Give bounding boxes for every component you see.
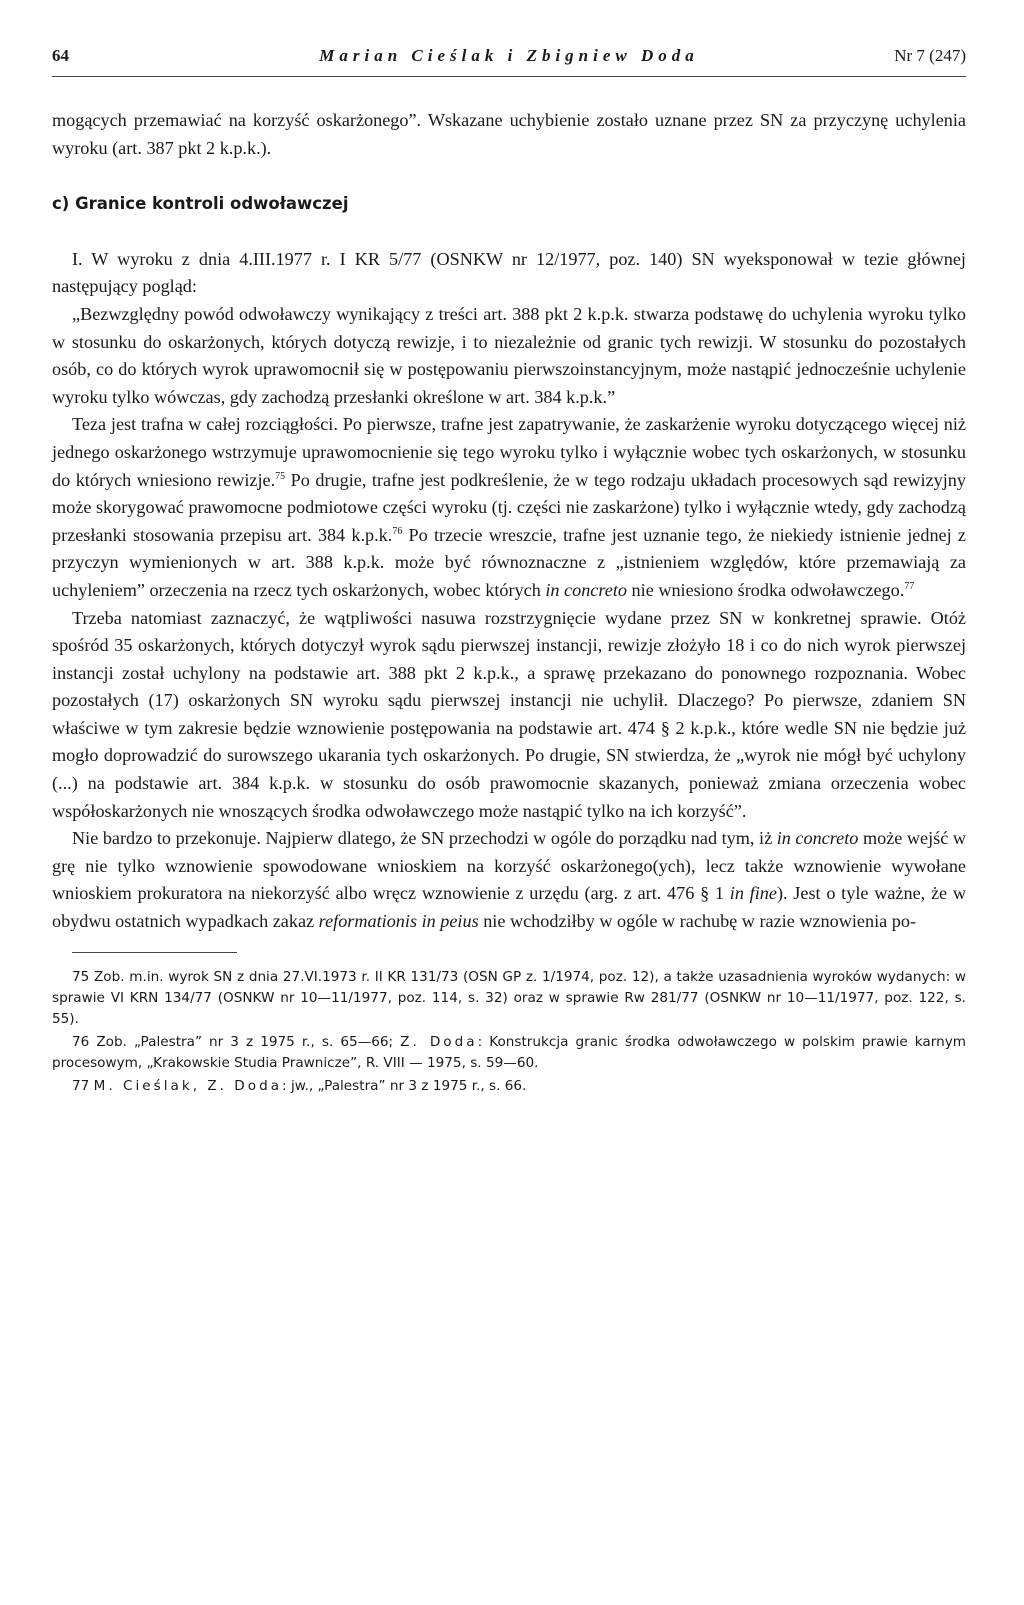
intro-paragraph: mogących przemawiać na korzyść oskarżonego”. Wskazane uchybienie zostało uznane przez SN za przyczynę uchylenia wyroku (art. 387 pkt 2 k.p.k.). [52, 110, 966, 158]
body-text [52, 107, 966, 936]
paragraph-judgment: I. W wyroku z dnia 4.III.1977 r. I KR 5/77 (OSNKW nr 12/1977, poz. 140) SN wyeksponował w tezie głównej następujący pogląd: [52, 248, 966, 297]
paragraph-trzeba: Trzeba natomiast zaznaczyć, że wątpliwości nasuwa rozstrzygnięcie wydane przez SN w konkretnej sprawie. Otóż spośród 35 oskarżonych, których dotyczył wyrok sądu pierwszej instancji, rewizje złożyło 18 i co do nich wyrok pierwszej instancji został uchylony na podstawie art. 388 pkt 2 k.p.k., a sprawę przekazano do ponownego rozpoznania. Wobec pozostałych (17) oskarżonych SN wyroku sądu pierwszej instancji nie uchylił. Dlaczego? Po pierwsze, zdaniem SN właściwe w tym zakresie będzie wznowienie postępowania na podstawie art. 474 § 2 k.p.k., które wedle SN nie będzie już mogło doprowadzić do surowszego ukarania tych oskarżonych. Po drugie, SN stwierdza, że „wyrok nie mógł być uchylony (...) na podstawie art. 384 k.p.k. w stosunku do osób prawomocnie skazanych, ponieważ zmiana orzeczenia wobec współoskarżonych nie wnoszących środka odwoławczego może nastąpić tylko na ich korzyść”. [52, 607, 966, 821]
footnote-ref-76[interactable]: 76 [392, 525, 403, 537]
footnote-ref-75[interactable]: 75 [275, 470, 286, 482]
footnote-rule [72, 952, 237, 953]
section-heading: c) Granice kontroli odwoławczej [52, 194, 349, 214]
page-number: 64 [52, 46, 69, 65]
quoted-thesis: „Bezwzględny powód odwoławczy wynikający z treści art. 388 pkt 2 k.p.k. stwarza podstawę do uchylenia wyroku tylko w stosunku do oskarżonych, których dotyczą rewizje, i to niezależnie od granic tych rewizji. W stosunku do pozostałych osób, co do których wyrok uprawomocnił się w postępowaniu pierwszoinstancyjnym, może nastąpić jednocześnie uchylenie wyroku tylko wówczas, gdy zachodzą przesłanki określone w art. 384 k.p.k.” [52, 303, 966, 407]
header-authors: Marian Cieślak i Zbigniew Doda [319, 46, 699, 65]
footnote-76: 76 Zob. „Palestra” nr 3 z 1975 r., s. 65—66; Z. Doda: Konstrukcja granic środka odwoławczego w polskim prawie karnym procesowym, „Krakowskie Studia Prawnicze”, R. VIII — 1975, s. 59—60. [52, 1033, 966, 1071]
footnote-77: 77 M. Cieślak, Z. Doda: jw., „Palestra” nr 3 z 1975 r., s. 66. [72, 1077, 527, 1094]
running-header [52, 46, 966, 76]
issue-number: Nr 7 (247) [894, 46, 966, 65]
footnotes [52, 967, 966, 1097]
paragraph-teza: Teza jest trafna w całej rozciągłości. Po pierwsze, trafne jest zapatrywanie, że zaskarżenie wyroku dotyczącego więcej niż jednego oskarżonego wstrzymuje uprawomocnienie się tego wyroku tylko i wyłącznie wobec tych oskarżonych, w stosunku do których wniesiono rewizje.$^{75}$ Po drugie, trafne jest podkreślenie, że w tego rodzaju układach procesowych sąd rewizyjny może skorygować prawomocne podmiotowe części wyroku (tj. części nie zaskarżone) tylko i wyłącznie wtedy, gdy zachodzą przesłanki stosowania przepisu art. 384 k.p.k.$^{76}$ Po trzecie wreszcie, trafne jest uznanie tego, że niekiedy istnienie jednej z przyczyn wymienionych w art. 388 k.p.k. może być równoznaczne z „istnieniem względów, które przemawiają za uchyleniem” orzeczenia na rzecz tych oskarżonych, wobec których in concreto nie wniesiono środka odwoławczego.$^{77}$ [52, 414, 966, 600]
footnote-75: 75 Zob. m.in. wyrok SN z dnia 27.VI.1973 r. II KR 131/73 (OSN GP z. 1/1974, poz. 12), a także uzasadnienia wyroków wydanych: w sprawie VI KRN 134/77 (OSNKW nr 10—11/1977, poz. 114, s. 32) oraz w sprawie Rw 281/77 (OSNKW nr 10—11/1977, poz. 122, s. 55). [52, 968, 966, 1027]
header-rule [52, 76, 966, 77]
paragraph-nie-bardzo: Nie bardzo to przekonuje. Najpierw dlatego, że SN przechodzi w ogóle do porządku nad tym, iż in concreto może wejść w grę nie tylko wznowienie spowodowane wnioskiem na korzyść oskarżonego(ych), lecz także wznowienie wywołane wnioskiem prokuratora na niekorzyść albo wręcz wznowienie z urzędu (arg. z art. 476 § 1 in fine). Jest o tyle ważne, że w obydwu ostatnich wypadkach zakaz reformationis in peius nie wchodziłby w ogóle w rachubę w razie wznowienia po- [52, 828, 966, 932]
footnote-ref-77[interactable]: 77 [904, 580, 915, 592]
